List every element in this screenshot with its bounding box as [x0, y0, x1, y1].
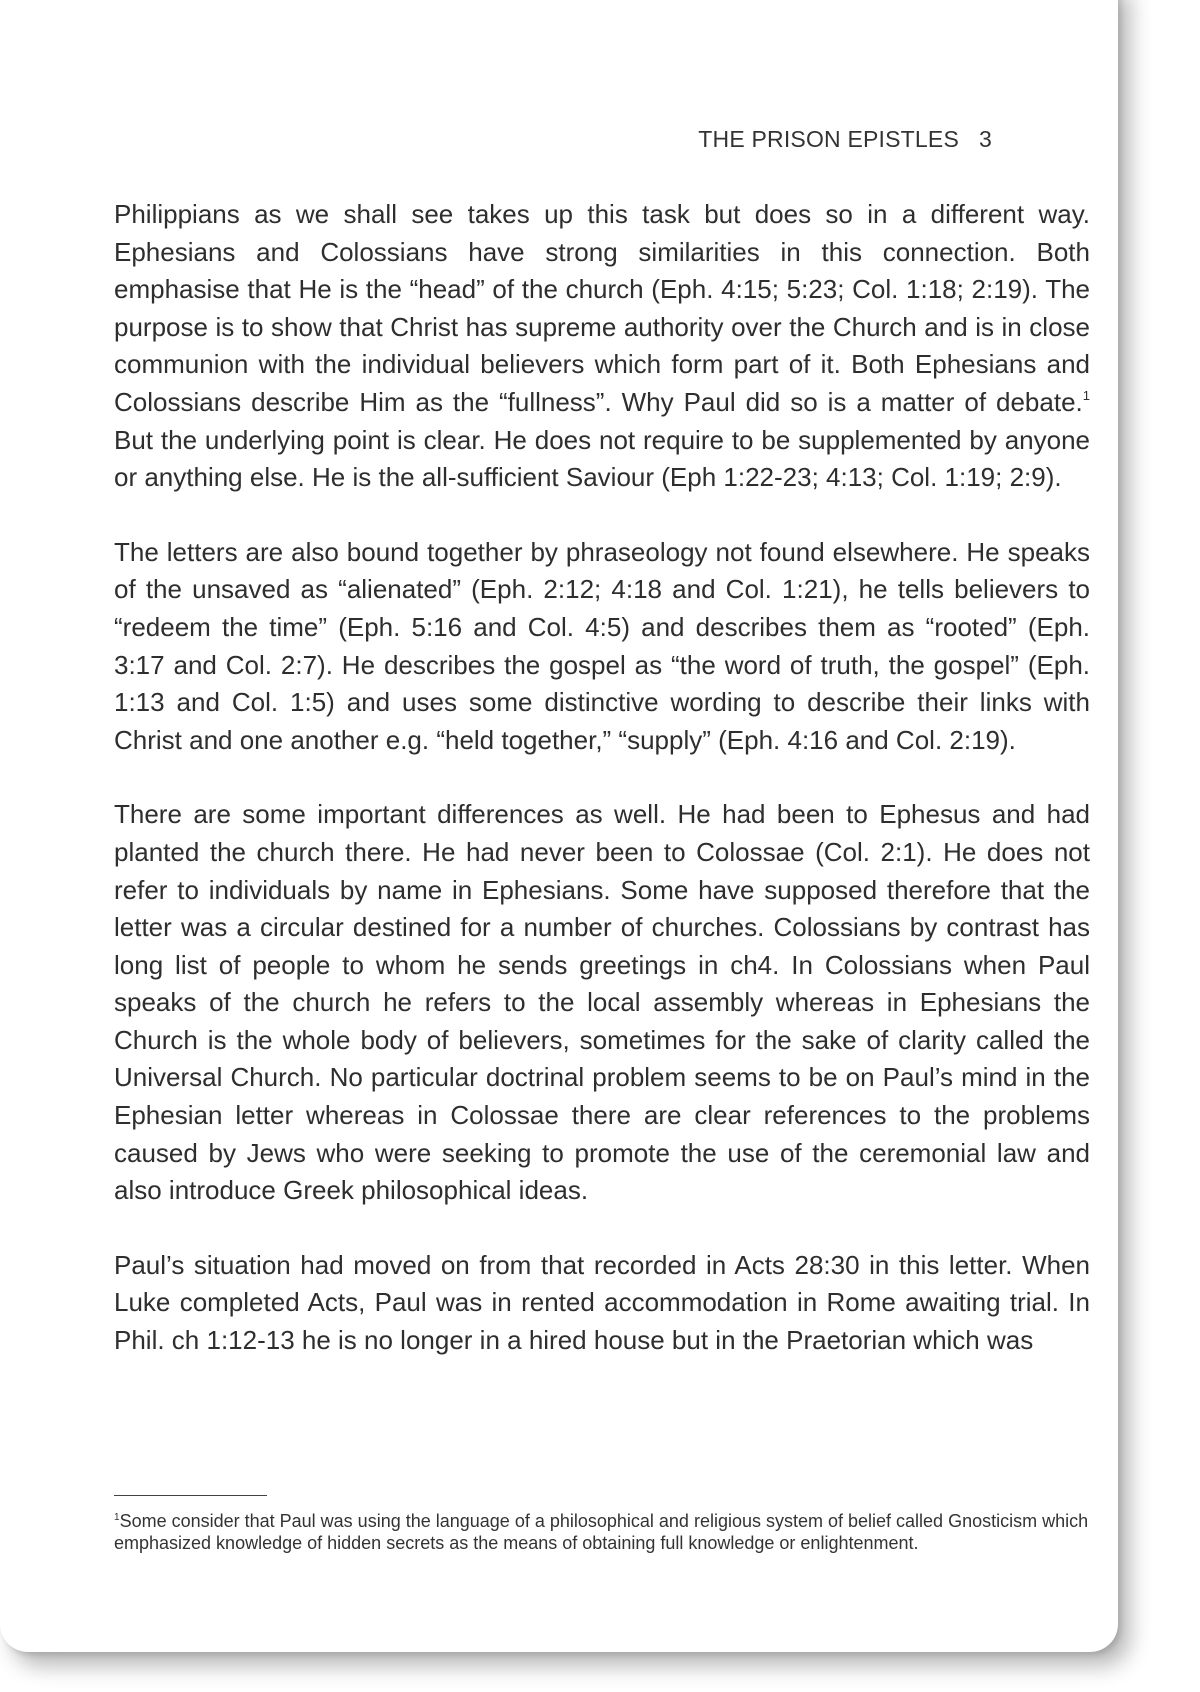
paragraph-2: The letters are also bound together by phraseology not found elsewhere. He speaks of the unsaved as “alienated” (Eph. 2:12; 4:18 and Col. 1:21), he tells believers to “redeem the time” (Eph. 5:16 and Col. 4:5) and describes them as “rooted” (Eph. 3:17 and Col. 2:7). He describes the gospel as “the word of truth, the gospel” (Eph. 1:13 and Col. 1:5) and uses some distinctive wording to describe their links with Christ and one another e.g. “held together,” “supply” (Eph. 4:16 and Col. 2:19).: [114, 536, 1090, 755]
running-header: [698, 126, 992, 153]
page-number: 3: [979, 126, 992, 152]
paragraph-1-continuation: But the underlying point is clear. He does not require to be supplemented by anyone or anything else. He is the all-sufficient Saviour (Eph 1:22-23; 4:13; Col. 1:19; 2:9).: [114, 424, 1090, 493]
footnote-text: Some consider that Paul was using the language of a philosophical and religious system of belief called Gnosticism which emphasized knowledge of hidden secrets as the means of obtaining full knowledge or enlightenment.: [114, 1511, 1089, 1553]
paragraph-1-text: Philippians as we shall see takes up this task but does so in a different way. Ephesians and Colossians have strong similarities in this connection. Both emphasise that He is the “head” of the church (Eph. 4:15; 5:23; Col. 1:18; 2:19). The purpose is to show that Christ has supreme authority over the Church and is in close communion with the individual believers which form part of it. Both Ephesians and Colossians describe Him as the “fullness”. Why Paul did so is a matter of debate.: [114, 199, 1090, 417]
footnote-mark: 1: [114, 1512, 120, 1523]
footnote-reference[interactable]: 1: [1082, 387, 1090, 403]
paragraph-4: Paul’s situation had moved on from that recorded in Acts 28:30 in this letter. When Luke completed Acts, Paul was in rented accommodation in Rome awaiting trial. In Phil. ch 1:12-13 he is no longer in a hired house but in the Praetorian which was: [114, 1249, 1090, 1356]
running-title: THE PRISON EPISTLES: [698, 126, 959, 152]
footnote: [114, 1510, 1104, 1554]
body-text: [114, 196, 1090, 1397]
paragraph-3: There are some important differences as well. He had been to Ephesus and had planted the church there. He had never been to Colossae (Col. 2:1). He does not refer to individuals by name in Ephesians. Some have supposed therefore that the letter was a circular destined for a number of churches. Colossians by contrast has long list of people to whom he sends greetings in ch4. In Colossians when Paul speaks of the church he refers to the local assembly whereas in Ephesians the Church is the whole body of believers, sometimes for the sake of clarity called the Universal Church. No particular doctrinal problem seems to be on Paul’s mind in the Ephesian letter whereas in Colossae there are clear references to the problems caused by Jews who were seeking to promote the use of the ceremonial law and also introduce Greek philosophical ideas.: [114, 799, 1090, 1206]
paragraph-1: [114, 196, 1090, 497]
footnote-separator: [114, 1495, 267, 1496]
